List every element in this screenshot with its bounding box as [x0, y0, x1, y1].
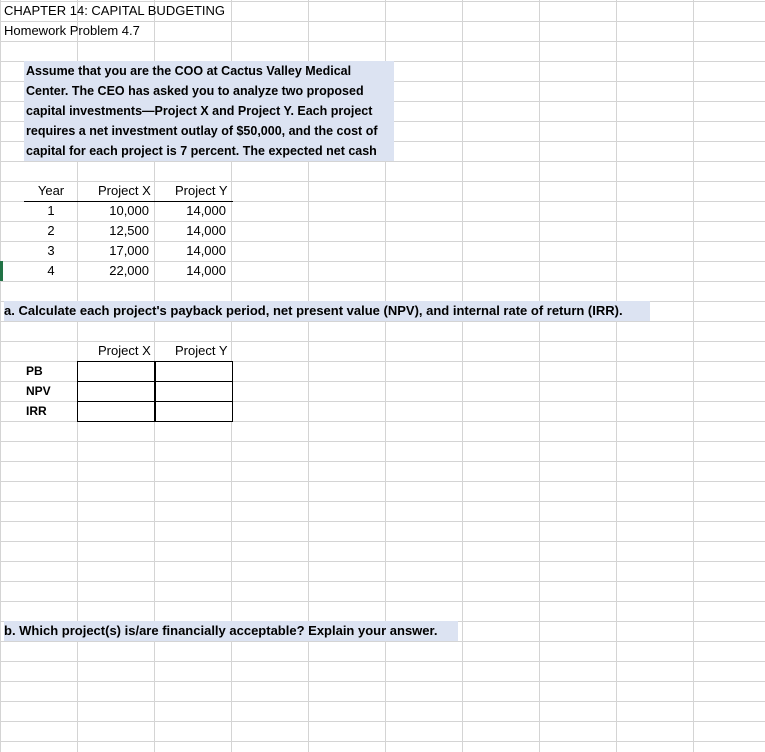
scenario-line: Assume that you are the COO at Cactus Valley Medical [26, 64, 352, 78]
selected-row-marker [0, 261, 3, 281]
cell-project-x[interactable]: 12,500 [109, 223, 149, 238]
chapter-title: CHAPTER 14: CAPITAL BUDGETING [4, 3, 226, 18]
question-b: b. Which project(s) is/are financially acceptable? Explain your answer. [4, 621, 458, 641]
cell-project-x[interactable]: 17,000 [109, 243, 149, 258]
answer-cell-npv-x[interactable] [77, 381, 155, 402]
answer-header-project-x: Project X [98, 343, 151, 358]
cell-year[interactable]: 3 [47, 243, 55, 258]
header-year: Year [37, 183, 65, 198]
cell-project-x[interactable]: 10,000 [109, 203, 149, 218]
scenario-text-block [24, 61, 394, 161]
row-label-npv: NPV [26, 384, 51, 398]
header-project-x: Project X [98, 183, 151, 198]
cell-year[interactable]: 2 [47, 223, 55, 238]
answer-cell-npv-y[interactable] [155, 381, 233, 402]
answer-cell-pb-y[interactable] [155, 361, 233, 382]
answer-header-project-y: Project Y [175, 343, 228, 358]
cell-project-y[interactable]: 14,000 [186, 223, 226, 238]
row-label-irr: IRR [26, 404, 47, 418]
cell-year[interactable]: 4 [47, 263, 55, 278]
answer-cell-irr-y[interactable] [155, 401, 233, 422]
scenario-line: capital for each project is 7 percent. The expected net cash [26, 144, 377, 158]
row-label-pb: PB [26, 364, 43, 378]
cell-project-x[interactable]: 22,000 [109, 263, 149, 278]
cell-project-y[interactable]: 14,000 [186, 243, 226, 258]
answer-cell-pb-x[interactable] [77, 361, 155, 382]
cell-project-y[interactable]: 14,000 [186, 263, 226, 278]
question-a: a. Calculate each project's payback period, net present value (NPV), and internal rate of return (IRR). [4, 301, 650, 321]
scenario-line: capital investments—Project X and Project Y. Each project [26, 104, 373, 118]
problem-title: Homework Problem 4.7 [4, 23, 140, 38]
answer-cell-irr-x[interactable] [77, 401, 155, 422]
header-project-y: Project Y [175, 183, 228, 198]
cell-project-y[interactable]: 14,000 [186, 203, 226, 218]
scenario-line: requires a net investment outlay of $50,000, and the cost of [26, 124, 378, 138]
cell-year[interactable]: 1 [47, 203, 55, 218]
scenario-line: Center. The CEO has asked you to analyze two proposed [26, 84, 364, 98]
